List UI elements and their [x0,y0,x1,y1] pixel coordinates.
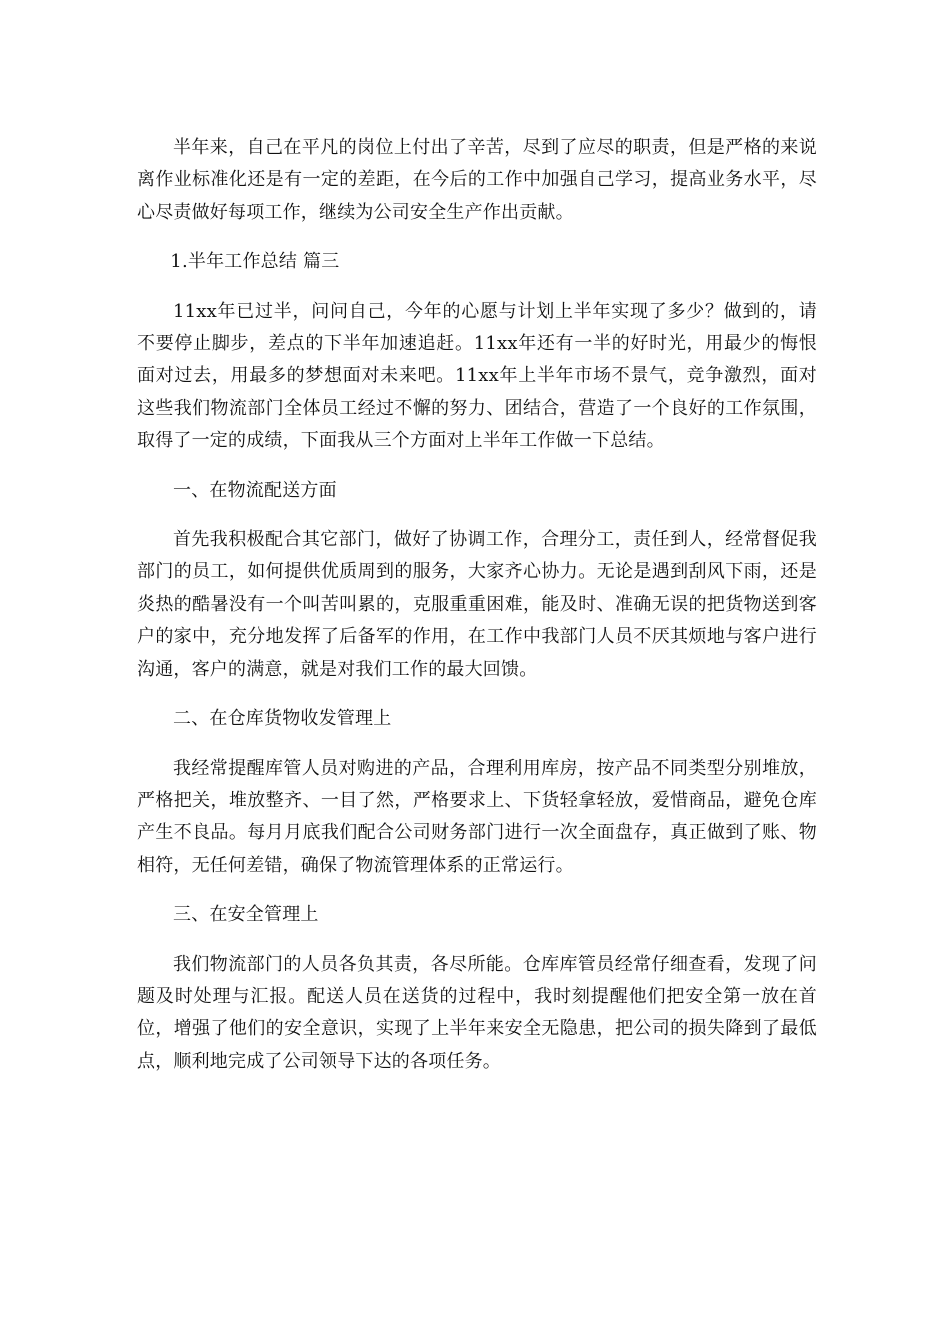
document-body [137,132,817,1095]
heading-warehouse-management: 二、在仓库货物收发管理上 [173,708,392,730]
heading-logistics-delivery: 一、在物流配送方面 [173,479,337,501]
paragraph-warehouse-management: 我经常提醒库管人员对购进的产品，合理利用库房，按产品不同类型分别堆放，严格把关，堆放整齐、一目了然，严格要求上、下货轻拿轻放，爱惜商品，避免仓库产生不良品。每月月底我们配合公司财务部门进行一次全面盘存，真正做到了账、物相符，无任何差错，确保了物流管理体系的正常运行。 [137,757,817,876]
paragraph-safety-management: 我们物流部门的人员各负其责，各尽所能。仓库库管员经常仔细查看，发现了问题及时处理与汇报。配送人员在送货的过程中，我时刻提醒他们把安全第一放在首位，增强了他们的安全意识，实现了上半年来安全无隐患，把公司的损失降到了最低点，顺利地完成了公司领导下达的各项任务。 [137,953,817,1072]
section-title-part-three: 1.半年工作总结 篇三 [170,251,340,273]
paragraph-overview: 11xx年已过半，问问自己，今年的心愿与计划上半年实现了多少？做到的，请不要停止脚步，差点的下半年加速追赶。11xx年还有一半的好时光，用最少的悔恨面对过去，用最多的梦想面对未来吧。11xx年上半年市场不景气，竞争激烈，面对这些我们物流部门全体员工经过不懈的努力、团结合，营造了一个良好的工作氛围，取得了一定的成绩，下面我从三个方面对上半年工作做一下总结。 [137,300,817,452]
paragraph-intro-summary: 半年来，自己在平凡的岗位上付出了辛苦，尽到了应尽的职责，但是严格的来说离作业标准化还是有一定的差距，在今后的工作中加强自己学习，提高业务水平，尽心尽责做好每项工作，继续为公司安全生产作出贡献。 [137,137,817,223]
heading-safety-management: 三、在安全管理上 [173,904,319,926]
paragraph-logistics-delivery: 首先我积极配合其它部门，做好了协调工作，合理分工，责任到人，经常督促我部门的员工，如何提供优质周到的服务，大家齐心协力。无论是遇到刮风下雨，还是炎热的酷暑没有一个叫苦叫累的，克服重重困难，能及时、准确无误的把货物送到客户的家中，充分地发挥了后备军的作用，在工作中我部门人员不厌其烦地与客户进行沟通，客户的满意，就是对我们工作的最大回馈。 [137,529,817,680]
